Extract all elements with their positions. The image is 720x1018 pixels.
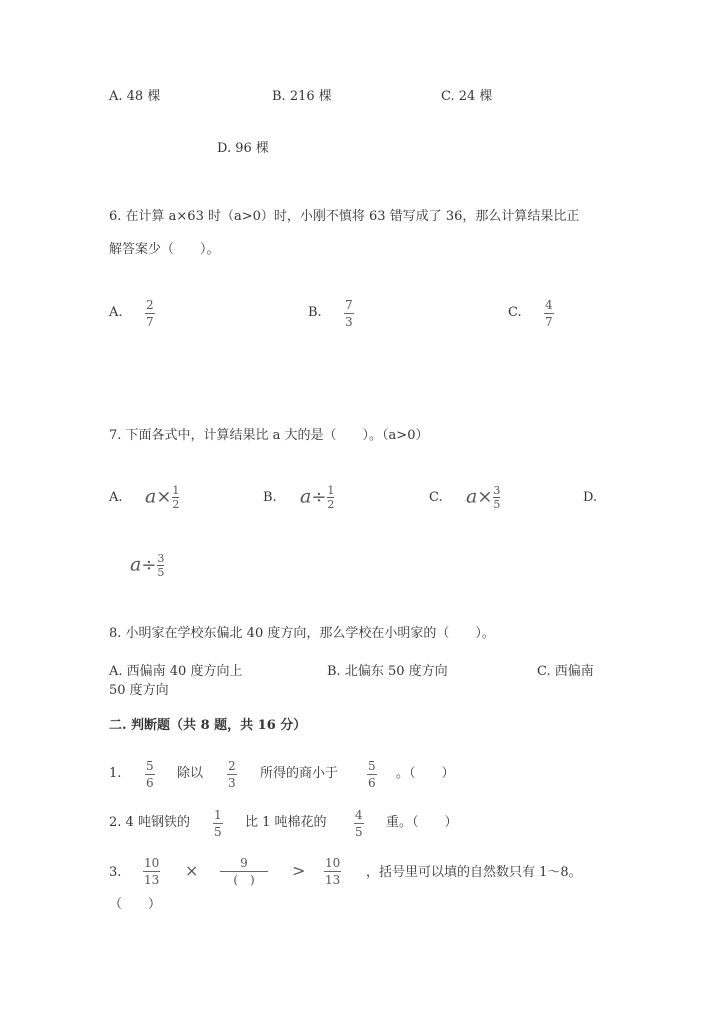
fraction-bar	[354, 823, 364, 824]
q5-option-a[interactable]: A. 48 棵	[109, 89, 161, 104]
fraction-numerator: 3	[157, 552, 165, 565]
q6-stem-line1: 6. 在计算 a×63 时（a>0）时，小刚不慎将 63 错写成了 36，那么计算结果比正	[109, 209, 580, 224]
j1-fraction-1	[145, 760, 155, 789]
j3-fraction-3	[324, 857, 341, 886]
q7-label-b[interactable]: B.	[263, 490, 277, 505]
j3-text: ，括号里可以填的自然数只有 1～8。	[366, 865, 582, 880]
fraction-numerator: 1	[172, 484, 180, 497]
j1-text-1: 除以	[177, 766, 204, 781]
variable-a: a	[300, 485, 312, 508]
q6-option-b-fraction[interactable]	[344, 299, 354, 328]
q7-stem: 7. 下面各式中，计算结果比 a 大的是（ ）。（a>0）	[109, 428, 429, 443]
fraction-denominator: 13	[325, 873, 341, 887]
q6-stem-line2: 解答案少（ ）。	[109, 242, 220, 257]
fraction-numerator: 4	[355, 808, 363, 822]
j2-fraction-1	[213, 809, 223, 838]
fraction-numerator: 3	[493, 484, 501, 497]
fraction	[327, 485, 334, 510]
fraction-denominator: 5	[355, 825, 363, 839]
q7-label-a[interactable]: A.	[109, 490, 123, 505]
fraction-denominator: 3	[345, 315, 353, 329]
j1-text-2: 所得的商小于	[260, 766, 339, 781]
q5-option-c[interactable]: C. 24 棵	[441, 89, 493, 104]
fraction-bar	[227, 774, 237, 775]
fraction-denominator: 2	[172, 498, 180, 511]
q8-option-b[interactable]: B. 北偏东 50 度方向	[327, 664, 448, 679]
q7-label-d[interactable]: D.	[583, 490, 598, 505]
q6-label-a[interactable]: A.	[109, 305, 123, 320]
q8-option-a[interactable]: A. 西偏南 40 度方向上	[109, 664, 243, 679]
fraction-bar	[213, 823, 223, 824]
fraction-numerator: 10	[144, 856, 160, 870]
fraction-denominator: 6	[146, 776, 154, 790]
fraction-denominator: 7	[146, 315, 154, 329]
j3-answer-paren[interactable]: （ ）	[109, 897, 162, 912]
j2-answer-paren[interactable]: 重。（ ）	[386, 815, 458, 830]
q5-option-b[interactable]: B. 216 棵	[272, 89, 332, 104]
fraction-numerator: 5	[368, 759, 376, 773]
fraction-bar	[220, 871, 268, 872]
fraction-bar	[143, 871, 160, 872]
fraction-bar	[544, 313, 554, 314]
fraction-denominator: 6	[368, 776, 376, 790]
fraction-denominator: 5	[157, 566, 165, 579]
operator: ÷	[141, 554, 157, 576]
fraction-numerator: 9	[240, 856, 248, 870]
fraction-numerator: 5	[146, 759, 154, 773]
fraction-denominator: 3	[228, 776, 236, 790]
q6-label-c[interactable]: C.	[508, 305, 522, 320]
fraction-bar	[145, 774, 155, 775]
j3-fraction-2	[220, 857, 268, 886]
fraction-denominator: 5	[493, 498, 501, 511]
fraction-numerator: 4	[545, 298, 553, 312]
fraction-numerator: 10	[325, 856, 341, 870]
variable-a: a	[130, 553, 142, 576]
q6-label-b[interactable]: B.	[308, 305, 322, 320]
q8-option-c[interactable]: C. 西偏南	[537, 664, 594, 679]
j3-operator-greater: >	[292, 861, 306, 880]
variable-a: a	[466, 485, 478, 508]
section-title-judgement: 二. 判断题（共 8 题，共 16 分）	[109, 718, 307, 733]
q7-option-c-expression[interactable]	[466, 485, 500, 510]
fraction-numerator: 1	[327, 484, 335, 497]
fraction-denominator: 5	[214, 825, 222, 839]
q6-option-c-fraction[interactable]	[544, 299, 554, 328]
q5-option-d[interactable]: D. 96 棵	[217, 141, 269, 156]
operator: ×	[477, 486, 493, 508]
j1-fraction-3	[367, 760, 377, 789]
fraction-bar	[344, 313, 354, 314]
q7-option-b-expression[interactable]	[300, 485, 334, 510]
j3-operator-times: ×	[185, 861, 199, 880]
fraction-numerator: 1	[214, 808, 222, 822]
fraction-bar	[324, 871, 341, 872]
j2-fraction-2	[354, 809, 364, 838]
q7-option-a-expression[interactable]	[145, 485, 179, 510]
j2-text-1: 2. 4 吨钢铁的	[109, 815, 190, 830]
fraction	[172, 485, 179, 510]
j1-fraction-2	[227, 760, 237, 789]
fraction	[157, 553, 164, 578]
j2-text-2: 比 1 吨棉花的	[245, 815, 327, 830]
fraction-denominator: 2	[327, 498, 335, 511]
fraction-bar	[367, 774, 377, 775]
variable-a: a	[145, 485, 157, 508]
q7-option-d-expression[interactable]	[130, 553, 164, 578]
q7-label-c[interactable]: C.	[429, 490, 443, 505]
q8-stem: 8. 小明家在学校东偏北 40 度方向，那么学校在小明家的（ ）。	[109, 626, 495, 641]
fraction-numerator: 2	[146, 298, 154, 312]
fraction-bar	[145, 313, 155, 314]
fraction-denominator: 7	[545, 315, 553, 329]
operator: ×	[156, 486, 172, 508]
j3-fraction-1	[143, 857, 160, 886]
fraction-numerator: 7	[345, 298, 353, 312]
q6-option-a-fraction[interactable]	[145, 299, 155, 328]
fraction-denominator: 13	[144, 873, 160, 887]
fraction-denominator-blank[interactable]: ( )	[233, 873, 255, 887]
j3-number: 3.	[109, 865, 122, 880]
q8-option-c-continued[interactable]: 50 度方向	[109, 683, 169, 698]
operator: ÷	[311, 486, 327, 508]
fraction-numerator: 2	[228, 759, 236, 773]
j1-number: 1.	[109, 766, 122, 781]
fraction	[493, 485, 500, 510]
j1-answer-paren[interactable]: 。（ ）	[396, 766, 455, 781]
